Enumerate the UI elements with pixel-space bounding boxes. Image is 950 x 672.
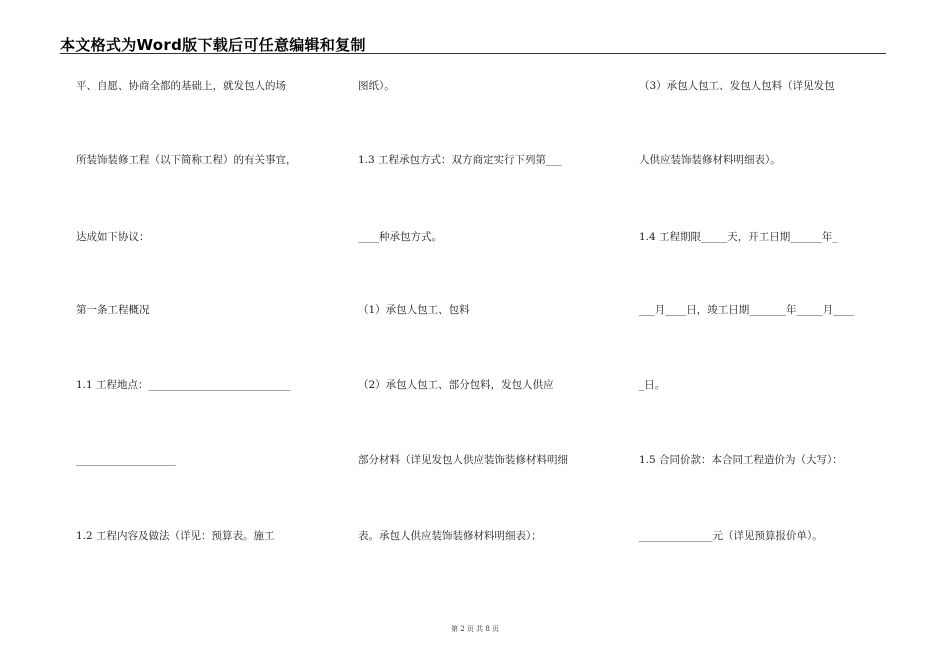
text-line: 所装饰装修工程（以下简称工程）的有关事宜， [76,154,297,166]
column-3 [639,0,889,672]
text-line: 1.2 工程内容及做法（详见：预算表。施工 [76,530,275,542]
text-line: _日。 [639,379,666,391]
text-line: 部分材料（详见发包人供应装饰装修材料明细 [358,454,568,466]
text-line: （2）承包人包工、部分包料，发包人供应 [358,379,554,391]
text-line: ___________________ [76,454,176,466]
text-line: 平、自愿、协商全都的基础上，就发包人的场 [76,80,286,92]
text-line: 图纸）。 [358,80,395,92]
text-line: （1）承包人包工、包料 [358,304,470,316]
page-number: 第 2 页 共 8 页 [450,625,500,633]
text-line: 1.4 工程期限_____天，开工日期______年_ [639,231,838,243]
text-line: （3）承包人包工、发包人包料（详见发包 [639,80,835,92]
text-line: ______________元（详见预算报价单）。 [639,530,823,542]
text-line: ___月____日，竣工日期_______年_____月____ [639,304,855,316]
page-header-title: 本文格式为Word版下载后可任意编辑和复制 [60,36,366,54]
text-line: 1.3 工程承包方式：双方商定实行下列第___ [358,154,562,166]
text-line: 人供应装饰装修材料明细表）。 [639,154,781,166]
text-line: ____种承包方式。 [358,231,442,243]
text-line: 1.1 工程地点：___________________________ [76,379,291,391]
column-2 [358,0,608,672]
text-line: 1.5 合同价款：本合同工程造价为（大写）： [639,454,843,466]
column-1 [76,0,326,672]
section-heading: 第一条工程概况 [76,304,150,316]
text-line: 达成如下协议： [76,231,150,243]
text-line: 表。承包人供应装饰装修材料明细表）； [358,530,542,542]
